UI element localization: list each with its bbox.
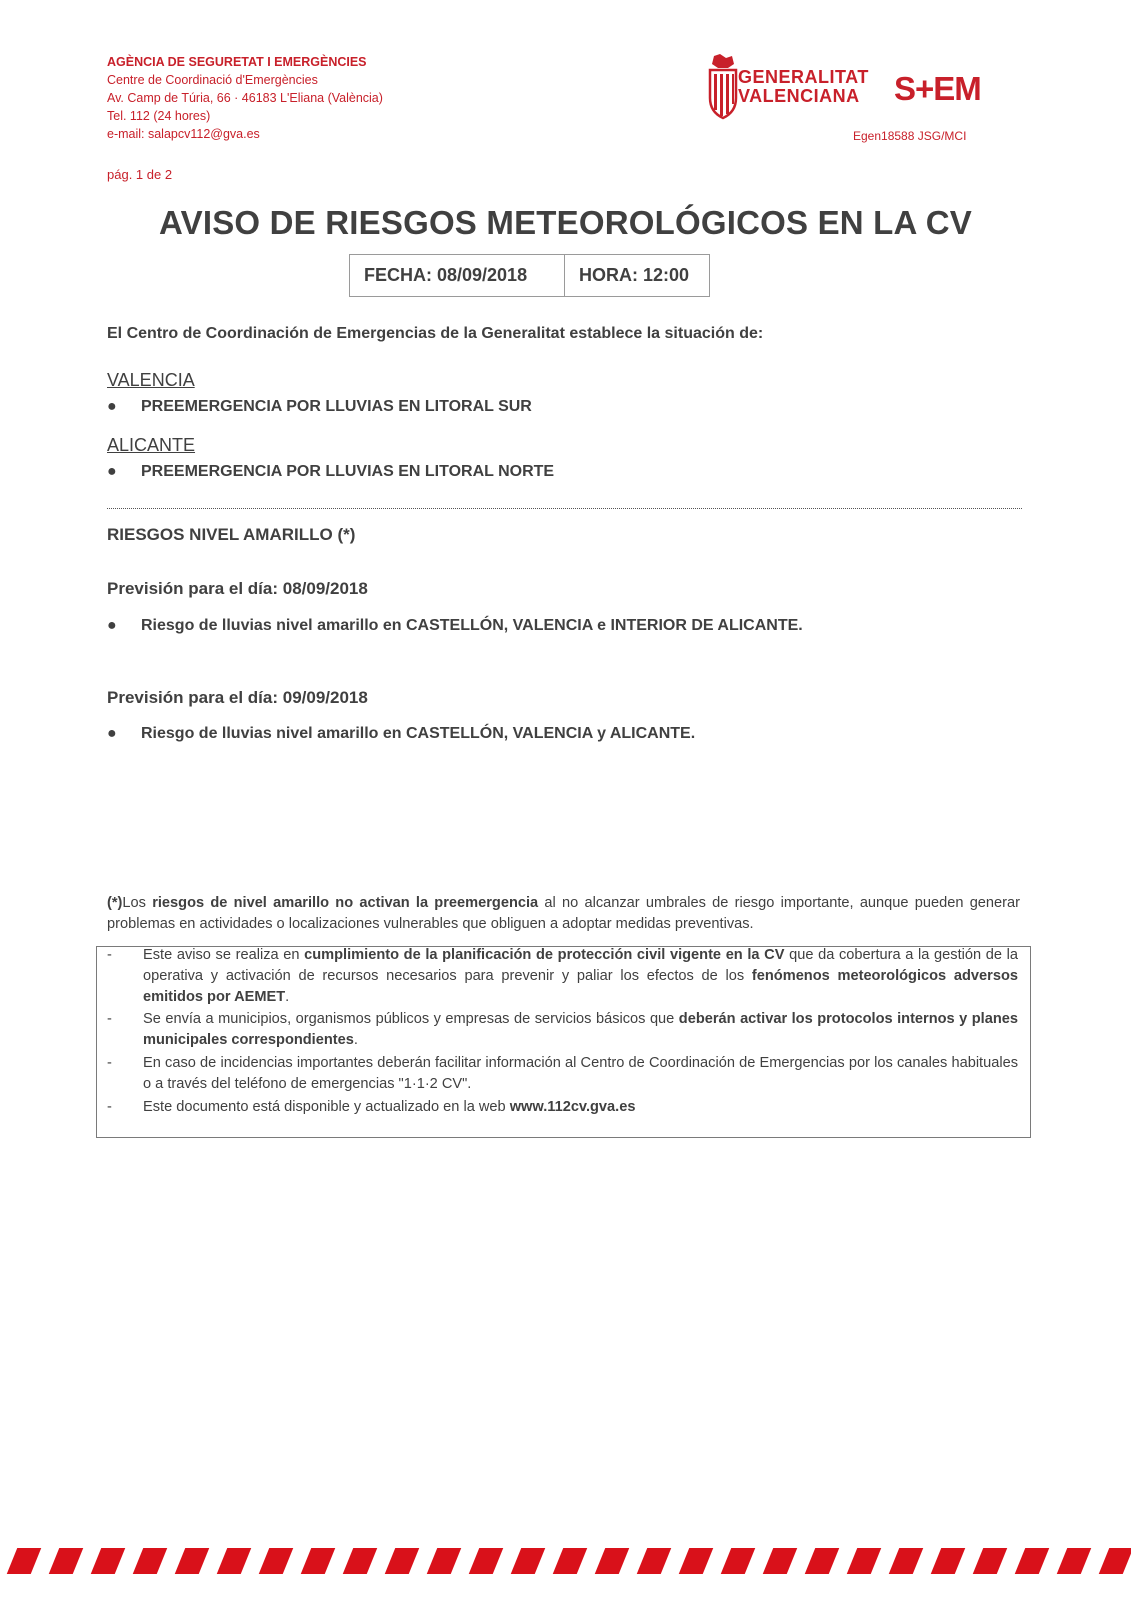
bullet-icon: ● xyxy=(107,463,117,480)
footer-stripe xyxy=(7,1548,42,1574)
forecast-heading: Previsión para el día: 08/09/2018 xyxy=(107,579,368,598)
list-item xyxy=(107,463,554,481)
forecast-item-text: Riesgo de lluvias nivel amarillo en CASTELLÓN, VALENCIA y ALICANTE. xyxy=(141,725,696,742)
footer-stripe xyxy=(385,1548,420,1574)
page-title: AVISO DE RIESGOS METEOROLÓGICOS EN LA CV xyxy=(159,204,972,241)
footer-stripe xyxy=(847,1548,882,1574)
text-span-bold: deberán activar los protocolos internos y planes municipales correspondientes xyxy=(143,1011,1019,1048)
bullet-icon: ● xyxy=(107,725,117,742)
footer-stripe xyxy=(973,1548,1008,1574)
footer-stripe xyxy=(301,1548,336,1574)
forecast-heading: Previsión para el día: 09/09/2018 xyxy=(107,688,368,707)
text-span-bold: fenómenos meteorológicos adversos emitidos por AEMET xyxy=(143,968,1018,1005)
list-item xyxy=(107,1097,1018,1118)
dash-marker: - xyxy=(107,1011,112,1027)
coat-of-arms-icon xyxy=(706,54,740,120)
list-item xyxy=(107,1053,1018,1095)
footer-stripe xyxy=(931,1548,966,1574)
footer-stripe xyxy=(1057,1548,1092,1574)
footer-stripe xyxy=(553,1548,588,1574)
note-text: Los xyxy=(122,895,153,911)
bullet-icon: ● xyxy=(107,398,117,415)
disclaimer-box xyxy=(96,946,1031,1138)
logo-text-generalitat: GENERALITAT xyxy=(738,67,869,87)
footer-stripe xyxy=(49,1548,84,1574)
website-link[interactable]: www.112cv.gva.es xyxy=(509,1099,636,1115)
region-item-text: PREEMERGENCIA POR LLUVIAS EN LITORAL SUR xyxy=(141,398,532,415)
telephone: Tel. 112 (24 hores) xyxy=(107,109,211,123)
text-span: que da cobertura a la gestión de la operativa y activación de recursos necesarios para prevenir y paliar los efectos de los xyxy=(143,947,1018,984)
note-text-bold: riesgos de nivel amarillo no activan la preemergencia xyxy=(152,895,539,911)
generalitat-valenciana-logo xyxy=(706,54,868,120)
list-item xyxy=(107,1009,1018,1051)
list-item xyxy=(107,945,1018,1008)
footer-stripe xyxy=(595,1548,630,1574)
centre-name: Centre de Coordinació d'Emergències xyxy=(107,73,318,87)
footer-stripe xyxy=(175,1548,210,1574)
disclaimer-text: En caso de incidencias importantes deberán facilitar información al Centro de Coordinación de Emergencias por los canales habituales o a través del teléfono de emergencias "1·1·2 CV". xyxy=(143,1055,1018,1092)
text-span: Este aviso se realiza en xyxy=(143,947,305,963)
footer-stripe xyxy=(637,1548,672,1574)
fecha-cell: FECHA: 08/09/2018 xyxy=(364,265,528,285)
text-span: . xyxy=(353,1032,358,1048)
footer-stripe xyxy=(721,1548,756,1574)
note-text: al no alcanzar umbrales de riesgo importante, aunque pueden generar problemas en actividades o localizaciones vulnerables que obliguen a adoptar medidas preventivas. xyxy=(107,895,1020,932)
footer-stripe xyxy=(133,1548,168,1574)
page-number: pág. 1 de 2 xyxy=(107,167,173,182)
list-item xyxy=(107,725,695,743)
disclaimer-text xyxy=(143,945,1018,1008)
note-asterisk: (*) xyxy=(107,895,123,911)
hora-cell: HORA: 12:00 xyxy=(564,255,709,296)
footer-stripe xyxy=(217,1548,252,1574)
text-span: Se envía a municipios, organismos públicos y empresas de servicios básicos que xyxy=(143,1011,679,1027)
footer-stripe xyxy=(889,1548,924,1574)
text-span-bold: cumplimiento de la planificación de protección civil vigente en la CV xyxy=(304,947,785,963)
footer-stripe xyxy=(427,1548,462,1574)
text-span: Este documento está disponible y actualizado en la web xyxy=(143,1099,510,1115)
disclaimer-text xyxy=(143,1009,1018,1051)
footer-stripe xyxy=(259,1548,294,1574)
footer-stripe xyxy=(469,1548,504,1574)
address: Av. Camp de Túria, 66 · 46183 L'Eliana (València) xyxy=(107,91,383,105)
dash-marker: - xyxy=(107,947,112,963)
dotted-divider xyxy=(107,508,1022,509)
footer-stripe xyxy=(1099,1548,1131,1574)
date-time-box xyxy=(349,254,710,297)
dash-marker: - xyxy=(107,1099,112,1115)
riesgos-heading: RIESGOS NIVEL AMARILLO (*) xyxy=(107,525,356,544)
dash-marker: - xyxy=(107,1055,112,1071)
footer-stripe xyxy=(679,1548,714,1574)
yellow-level-note xyxy=(107,893,1020,935)
footer-stripe xyxy=(91,1548,126,1574)
footer-stripe xyxy=(511,1548,546,1574)
disclaimer-text xyxy=(143,1097,1018,1118)
list-item xyxy=(107,398,532,416)
footer-stripe xyxy=(1015,1548,1050,1574)
footer-stripe xyxy=(763,1548,798,1574)
logo-text-valenciana: VALENCIANA xyxy=(738,86,860,106)
region-heading-valencia: VALENCIA xyxy=(107,370,195,390)
sem-logo: S+EM xyxy=(894,70,981,107)
footer-stripe xyxy=(343,1548,378,1574)
agency-name: AGÈNCIA DE SEGURETAT I EMERGÈNCIES xyxy=(107,55,367,69)
forecast-item-text: Riesgo de lluvias nivel amarillo en CASTELLÓN, VALENCIA e INTERIOR DE ALICANTE. xyxy=(141,617,803,634)
footer-stripe xyxy=(805,1548,840,1574)
region-item-text: PREEMERGENCIA POR LLUVIAS EN LITORAL NORTE xyxy=(141,463,555,480)
list-item xyxy=(107,617,803,635)
text-span: . xyxy=(285,989,290,1005)
bullet-icon: ● xyxy=(107,617,117,634)
agency-header xyxy=(107,53,383,143)
document-reference: Egen18588 JSG/MCI xyxy=(853,129,967,143)
intro-text: El Centro de Coordinación de Emergencias de la Generalitat establece la situación de: xyxy=(107,325,764,342)
region-heading-alicante: ALICANTE xyxy=(107,435,196,455)
email: e-mail: salapcv112@gva.es xyxy=(107,127,260,141)
